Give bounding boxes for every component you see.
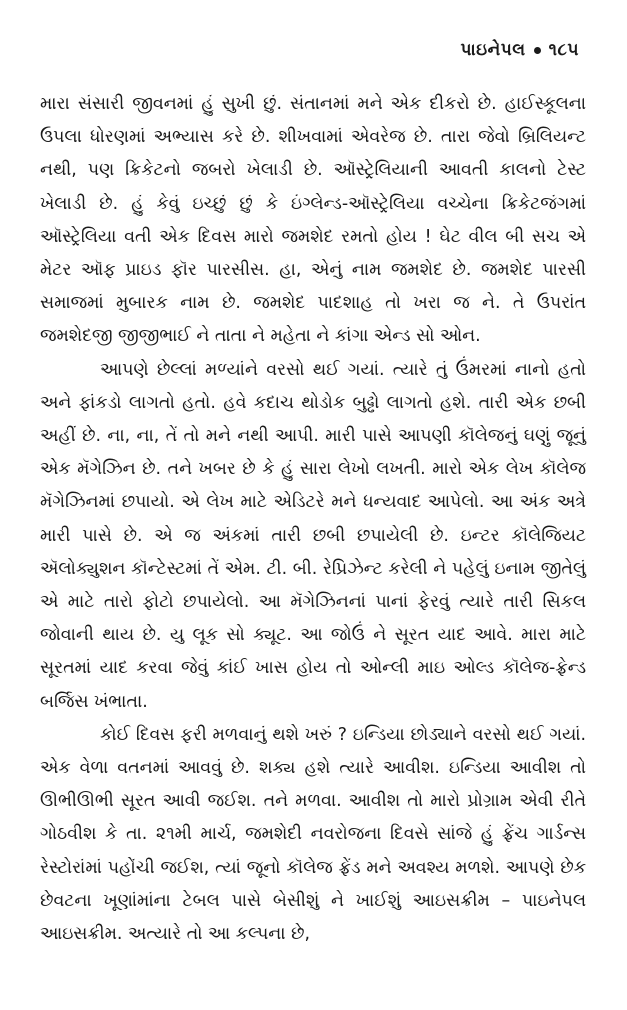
- running-header: [460, 40, 579, 60]
- paragraph: આપણે છેલ્લાં મળ્યાંને વરસો થઈ ગયાં. ત્યારે તું ઉંમરમાં નાનો હતો અને ફાંકડો લાગતો હતો. હવે કદાચ થોડોક બુઢ્ઢો લાગતો હશે. તારી એક છબી અહીં છે. ના, ના, તેં તો મને નથી આપી. મારી પાસે આપણી કૉલેજનું ઘણું જૂનું એક મૅગેઝિન છે. તને ખબર છે કે હું સારા લેખો લખતી. મારો એક લેખ કૉલેજ મૅગેઝિનમાં છપાયો. એ લેખ માટે એડિટરે મને ધન્યવાદ આપેલો. આ અંક અત્રે મારી પાસે છે. એ જ અંકમાં તારી છબી છપાયેલી છે. ઇન્ટર કૉલેજિયટ ઍલોક્યુશન કૉન્ટેસ્ટમાં તેં એમ. ટી. બી. રેપ્રિઝેન્ટ કરેલી ને પહેલું ઇનામ જીતેલું એ માટે તારો ફોટો છપાયેલો. આ મૅગેઝિનનાં પાનાં ફેરવું ત્યારે તારી સિકલ જોવાની થાય છે. યુ લૂક સો ક્યૂટ. આ જોઉં ને સૂરત યાદ આવે. મારા માટે સૂરતમાં યાદ કરવા જેવું કાંઈ ખાસ હોય તો ઓન્લી માઇ ઓલ્ડ કૉલેજ-ફ્રેન્ડ બર્જિસ ખંભાતા.: [40, 359, 586, 712]
- bullet-separator: [534, 47, 541, 54]
- body-text: [40, 88, 586, 951]
- running-header-title: પાઇનેપલ: [460, 40, 526, 60]
- paragraph: કોઈ દિવસ ફરી મળવાનું થશે ખરું ? ઇન્ડિયા છોડ્યાને વરસો થઈ ગયાં. એક વેળા વતનમાં આવવું છે. શક્ય હશે ત્યારે આવીશ. ઇન્ડિયા આવીશ તો ઊભીઊભી સૂરત આવી જઈશ. તને મળવા. આવીશ તો મારો પ્રોગ્રામ એવી રીતે ગોઠવીશ કે તા. ૨૧મી માર્ચ, જમશેદી નવરોજના દિવસે સાંજે હું ફ્રેંચ ગાર્ડન્સ રેસ્ટોરાંમાં પહોંચી જઈશ, ત્યાં જૂનો કૉલેજ ફ્રેંડ મને અવશ્ય મળશે. આપણે છેક છેવટના ખૂણાંમાંના ટેબલ પાસે બેસીશું ને ખાઈશું આઇસક્રીમ – પાઇનેપલ આઇસક્રીમ. અત્યારે તો આ કલ્પના છે,: [40, 724, 586, 945]
- page-number: ૧૮૫: [548, 40, 579, 60]
- paragraph: મારા સંસારી જીવનમાં હું સુખી છું. સંતાનમાં મને એક દીકરો છે. હાઈસ્કૂલના ઉપલા ધોરણમાં અભ્યાસ કરે છે. શીખવામાં એવરેજ છે. તારા જેવો બ્રિલિયન્ટ નથી, પણ ક્રિકેટનો જબરો ખેલાડી છે. ઑસ્ટ્રેલિયાની આવતી કાલનો ટેસ્ટ ખેલાડી છે. હું કેવું ઇચ્છું છું કે ઇંગ્લેન્ડ-ઑસ્ટ્રેલિયા વચ્ચેના ક્રિકેટજંગમાં ઑસ્ટ્રેલિયા વતી એક દિવસ મારો જમશેદ રમતો હોય ! ઘેટ વીલ બી સચ એ મેટર ઑફ પ્રાઇડ ફૉર પારસીસ. હા, એનું નામ જમશેદ છે. જમશેદ પારસી સમાજમાં મુબારક નામ છે. જમશેદ પાદશાહ તો ખરા જ ને. તે ઉપરાંત જમશેદજી જીજીભાઈ ને તાતા ને મહેતા ને કાંગા એન્ડ સો ઓન.: [40, 94, 586, 347]
